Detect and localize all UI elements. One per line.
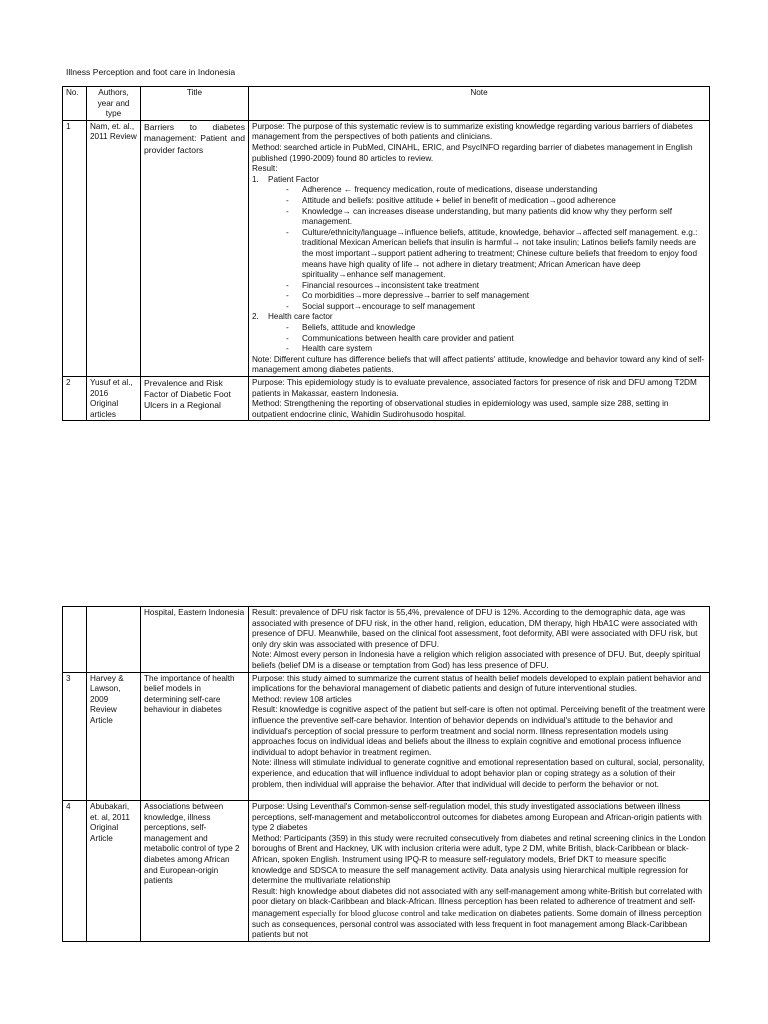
result-text	[252, 887, 706, 941]
group-number: 2.	[252, 312, 259, 322]
row-authors: Harvey & Lawson, 2009 Review Article	[87, 672, 141, 801]
purpose-text: Purpose: this study aimed to summarize the current status of health belief models developed to explain patient behavior and implications for the behavioral management of diabetic patients and design of future interventional studies.	[252, 673, 702, 694]
header-title: Title	[141, 87, 249, 121]
row-note	[249, 801, 710, 942]
document-title: Illness Perception and foot care in Indonesia	[66, 67, 236, 77]
table-row	[63, 120, 710, 376]
method-text: Method: Strengthening the reporting of observational studies in epidemiology was used, sample size 288, setting in outpatient endocrine clinic, Wahidin Sudirohusodo hospital.	[252, 399, 669, 419]
list-item: - Health care system	[286, 344, 706, 355]
header-authors: Authors, year and type	[87, 87, 141, 121]
list-item: - Financial resources→inconsistent take treatment	[286, 281, 706, 292]
note-text: Note: Almost every person in Indonesia have a religion which religion associated with presence of DFU. But, deeply spiritual beliefs (belief DM is a disease or temptation from God) has less presence of DFU.	[252, 650, 701, 670]
row-number	[63, 607, 87, 673]
group-items	[268, 323, 706, 355]
row-note	[249, 607, 710, 673]
group-items	[268, 185, 706, 312]
table-row	[63, 801, 710, 942]
row-authors: Abubakari, et. al, 2011 Original Article	[87, 801, 141, 942]
group-label: Patient Factor	[268, 174, 319, 184]
list-item: - Culture/ethnicity/language→influence beliefs, attitude, knowledge, behavior→affected self management. e.g.: traditional Mexican American beliefs that insulin is harmful→ not take insulin; Latinos beliefs family needs are the most important→support patient adhering to treatment; Chinese culture beliefs that freedom to enjoy food means have high quality of life→ not adhere in dietary treatment; African American have deep spirituality→enhance self management.	[286, 228, 706, 281]
row-title: Barriers to diabetes management: Patient and provider factors	[141, 120, 249, 376]
row-number: 4	[63, 801, 87, 942]
row-authors: Yusuf et al., 2016 Original articles	[87, 377, 141, 421]
note-text: Note: illness will stimulate individual to generate cognitive and emotional representation based on cultural, social, personality, experience, and education that will influence individual to adopt behavior plan or coping strategy as a solution of their problem, then individual will appraise the behavior. After that individual will decide to perform the behavior or not.	[252, 758, 705, 789]
row-number: 3	[63, 672, 87, 801]
group-number: 1.	[252, 174, 259, 184]
result-text: Result: knowledge is cognitive aspect of the patient but self-care is often not optimal. Perceiving benefit of the treatment were influence the preventive self-care behavior. Intention of behavior depends on individual's attitude to the behavior and individual's perception of social pressure to perform treatment and social norm. Illness representation models using approaches focus on individual ideas and beliefs about the illness to explain cognitive and emotional process influence individual to adopt behavior in treatment regimen.	[252, 705, 706, 757]
row-note	[249, 672, 710, 801]
row-note	[249, 377, 710, 421]
list-item: - Knowledge→ can increases disease understanding, but many patients did know why they perform self management.	[286, 207, 706, 228]
table-header-row	[63, 87, 710, 121]
method-text: Method: searched article in PubMed, CINAHL, ERIC, and PsycINFO regarding barrier of diabetes management in English published (1990-2009) found 80 articles to review.	[252, 142, 693, 163]
list-item: - Social support→encourage to self management	[286, 302, 706, 313]
result-label: Result:	[252, 164, 278, 174]
list-item: - Co morbidities→more depressive→barrier to self management	[286, 291, 706, 302]
purpose-text: Purpose: Using Leventhal's Common-sense self-regulation model, this study investigated associations between illness perceptions, self-management and metaboliccontrol outcomes for diabetes among European and African-origin patients with type 2 diabetes	[252, 802, 702, 833]
literature-table-page-2	[62, 606, 710, 942]
row-title: Associations between knowledge, illness perceptions, self-management and metabolic control of type 2 diabetes among African and European-origin patients	[141, 801, 249, 942]
row-title: Prevalence and Risk Factor of Diabetic Foot Ulcers in a Regional	[141, 377, 249, 421]
row-authors: Nam, et. al., 2011 Review	[87, 120, 141, 376]
note-text: Note: Different culture has difference beliefs that will affect patients' attitude, knowledge and behavior toward any kind of self-management among diabetes patients.	[252, 354, 705, 375]
row-number: 2	[63, 377, 87, 421]
table-row	[63, 377, 710, 421]
method-text: Method: Participants (359) in this study were recruited consecutively from diabetes and retinal screening clinics in the London boroughs of Brent and Hackney, UK with inclusion criteria were adult, type 2 DM, white British, black-Caribbean or black-African, spoken English. Instrument using IPQ-R to measure self-regulatory models, Brief DKT to measure specific knowledge and SDSCA to measure the self management activity. Data analysis using hierarchical multiple regression for determine the multivariate relationship	[252, 833, 706, 886]
list-item: - Beliefs, attitude and knowledge	[286, 323, 706, 334]
method-text: Method: review 108 articles	[252, 694, 352, 704]
result-group	[252, 312, 706, 354]
header-note: Note	[249, 87, 710, 121]
result-group	[252, 175, 706, 313]
group-label: Health care factor	[268, 312, 333, 322]
result-groups	[252, 175, 706, 355]
list-item: - Adherence ← frequency medication, route of medications, disease understanding	[286, 185, 706, 196]
list-item: - Communications between health care provider and patient	[286, 334, 706, 345]
row-title: The importance of health belief models in determining self-care behaviour in diabetes	[141, 672, 249, 801]
purpose-text: Purpose: This epidemiology study is to evaluate prevalence, associated factors for presence of risk and DFU among T2DM patients in Makassar, eastern Indonesia.	[252, 378, 697, 398]
row-title: Hospital, Eastern Indonesia	[141, 607, 249, 673]
result-text-serif-part: especially for blood glucose control and take medication	[299, 908, 497, 919]
row-number: 1	[63, 120, 87, 376]
row-authors	[87, 607, 141, 673]
result-text-part: Result: high knowledge about diabetes did not associated with any self-management among white-British but correlated with poor dietary on black-Caribbean and black-African. Illness perception has been related to adherence of treatment and self-management	[252, 886, 703, 919]
purpose-text: Purpose: The purpose of this systematic review is to summarize existing knowledge regarding various barriers of diabetes management from the perspectives of both patients and clinicians.	[252, 121, 693, 142]
header-no: No.	[63, 87, 87, 121]
list-item: - Attitude and beliefs: positive attitude + belief in benefit of medication→good adherence	[286, 196, 706, 207]
result-text-part: on diabetes patients. Some domain of illness perception such as consequences, personal control was associated with less frequent in foot management among Black-Caribbean patients but not	[252, 909, 702, 940]
literature-table-page-1	[62, 86, 710, 421]
table-row	[63, 672, 710, 801]
table-row	[63, 607, 710, 673]
result-text: Result: prevalence of DFU risk factor is 55,4%, prevalence of DFU is 12%. According to the demographic data, age was associated with presence of DFU risk, in the other hand, religion, education, DM therapy, high HbA1C were associated with presence of DFU. Meanwhile, based on the clinical foot assessment, foot deformity, ABI were associated with DFU risk, but only dry skin was associated with presence of DFU.	[252, 608, 698, 649]
row-note	[249, 120, 710, 376]
